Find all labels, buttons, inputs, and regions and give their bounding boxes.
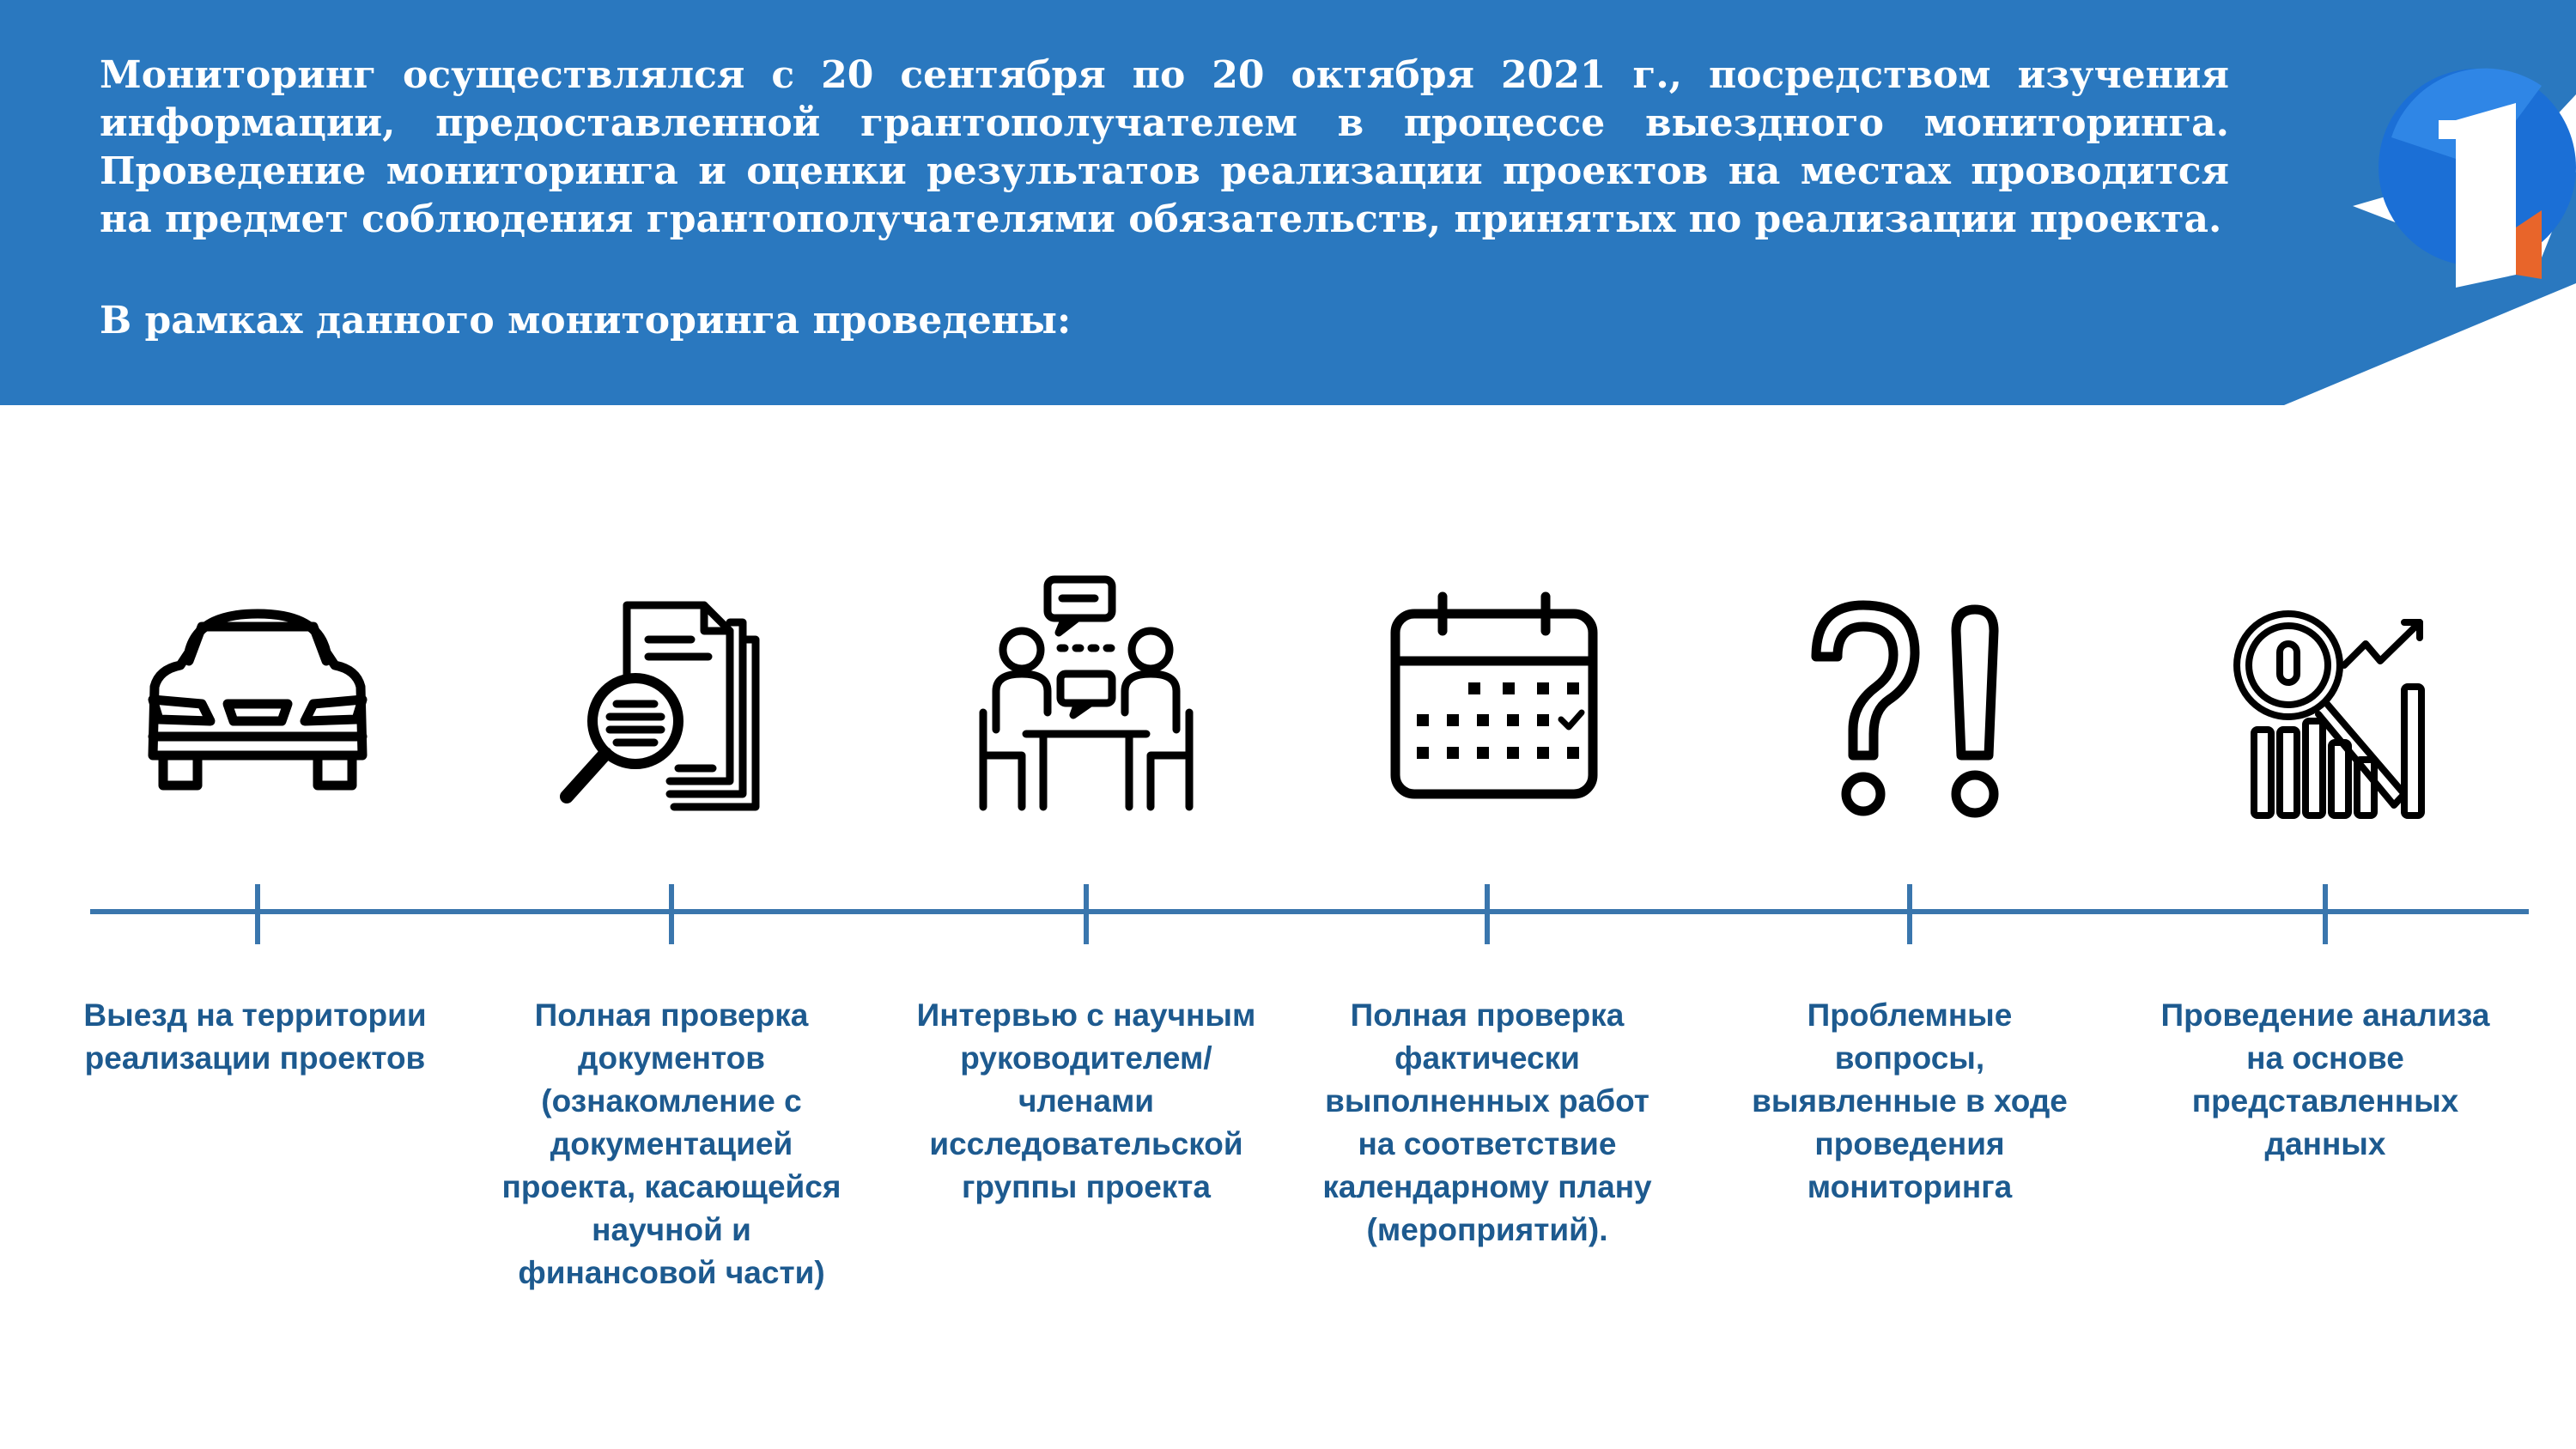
step-label-interview: Интервью с научным руководителем/ членами исследовательской группы проекта bbox=[916, 997, 1256, 1204]
step-label-analysis: Проведение анализа на основе представленных данных bbox=[2160, 997, 2490, 1161]
section-subheading: В рамках данного мониторинга проведены: bbox=[100, 299, 1072, 343]
analysis-icon bbox=[2198, 584, 2456, 841]
step-label-site-visit: Выезд на территории реализации проектов bbox=[83, 997, 427, 1076]
step-label-problem-issues: Проблемные вопросы, выявленные в ходе проведения мониторинга bbox=[1752, 997, 2068, 1204]
calendar-icon bbox=[1365, 575, 1623, 833]
timeline bbox=[0, 876, 2576, 970]
logo-icon bbox=[2284, 0, 2576, 412]
step-label-documents-check: Полная проверка документов (ознакомление с документацией проекта, касающейся научной и финансовой части) bbox=[501, 997, 841, 1290]
car-icon bbox=[129, 575, 386, 833]
step-label-works-check: Полная проверка фактически выполненных работ на соответствие календарному плану (мероприятий). bbox=[1322, 997, 1652, 1247]
question-exclamation-icon bbox=[1777, 579, 2035, 837]
intro-text: Мониторинг осуществлялся с 20 сентября по 20 октября 2021 г., посредством изучения информации, предоставленной грантополучателем в процессе выездного мониторинга. Проведение мониторинга и оценки результатов реализации проектов на местах проводится на предмет соблюдения грантополучателями обязательств, принятых по реализации проекта. bbox=[100, 53, 2229, 241]
interview-icon bbox=[957, 571, 1215, 828]
document-search-icon bbox=[541, 575, 799, 833]
header-banner bbox=[0, 0, 2576, 405]
